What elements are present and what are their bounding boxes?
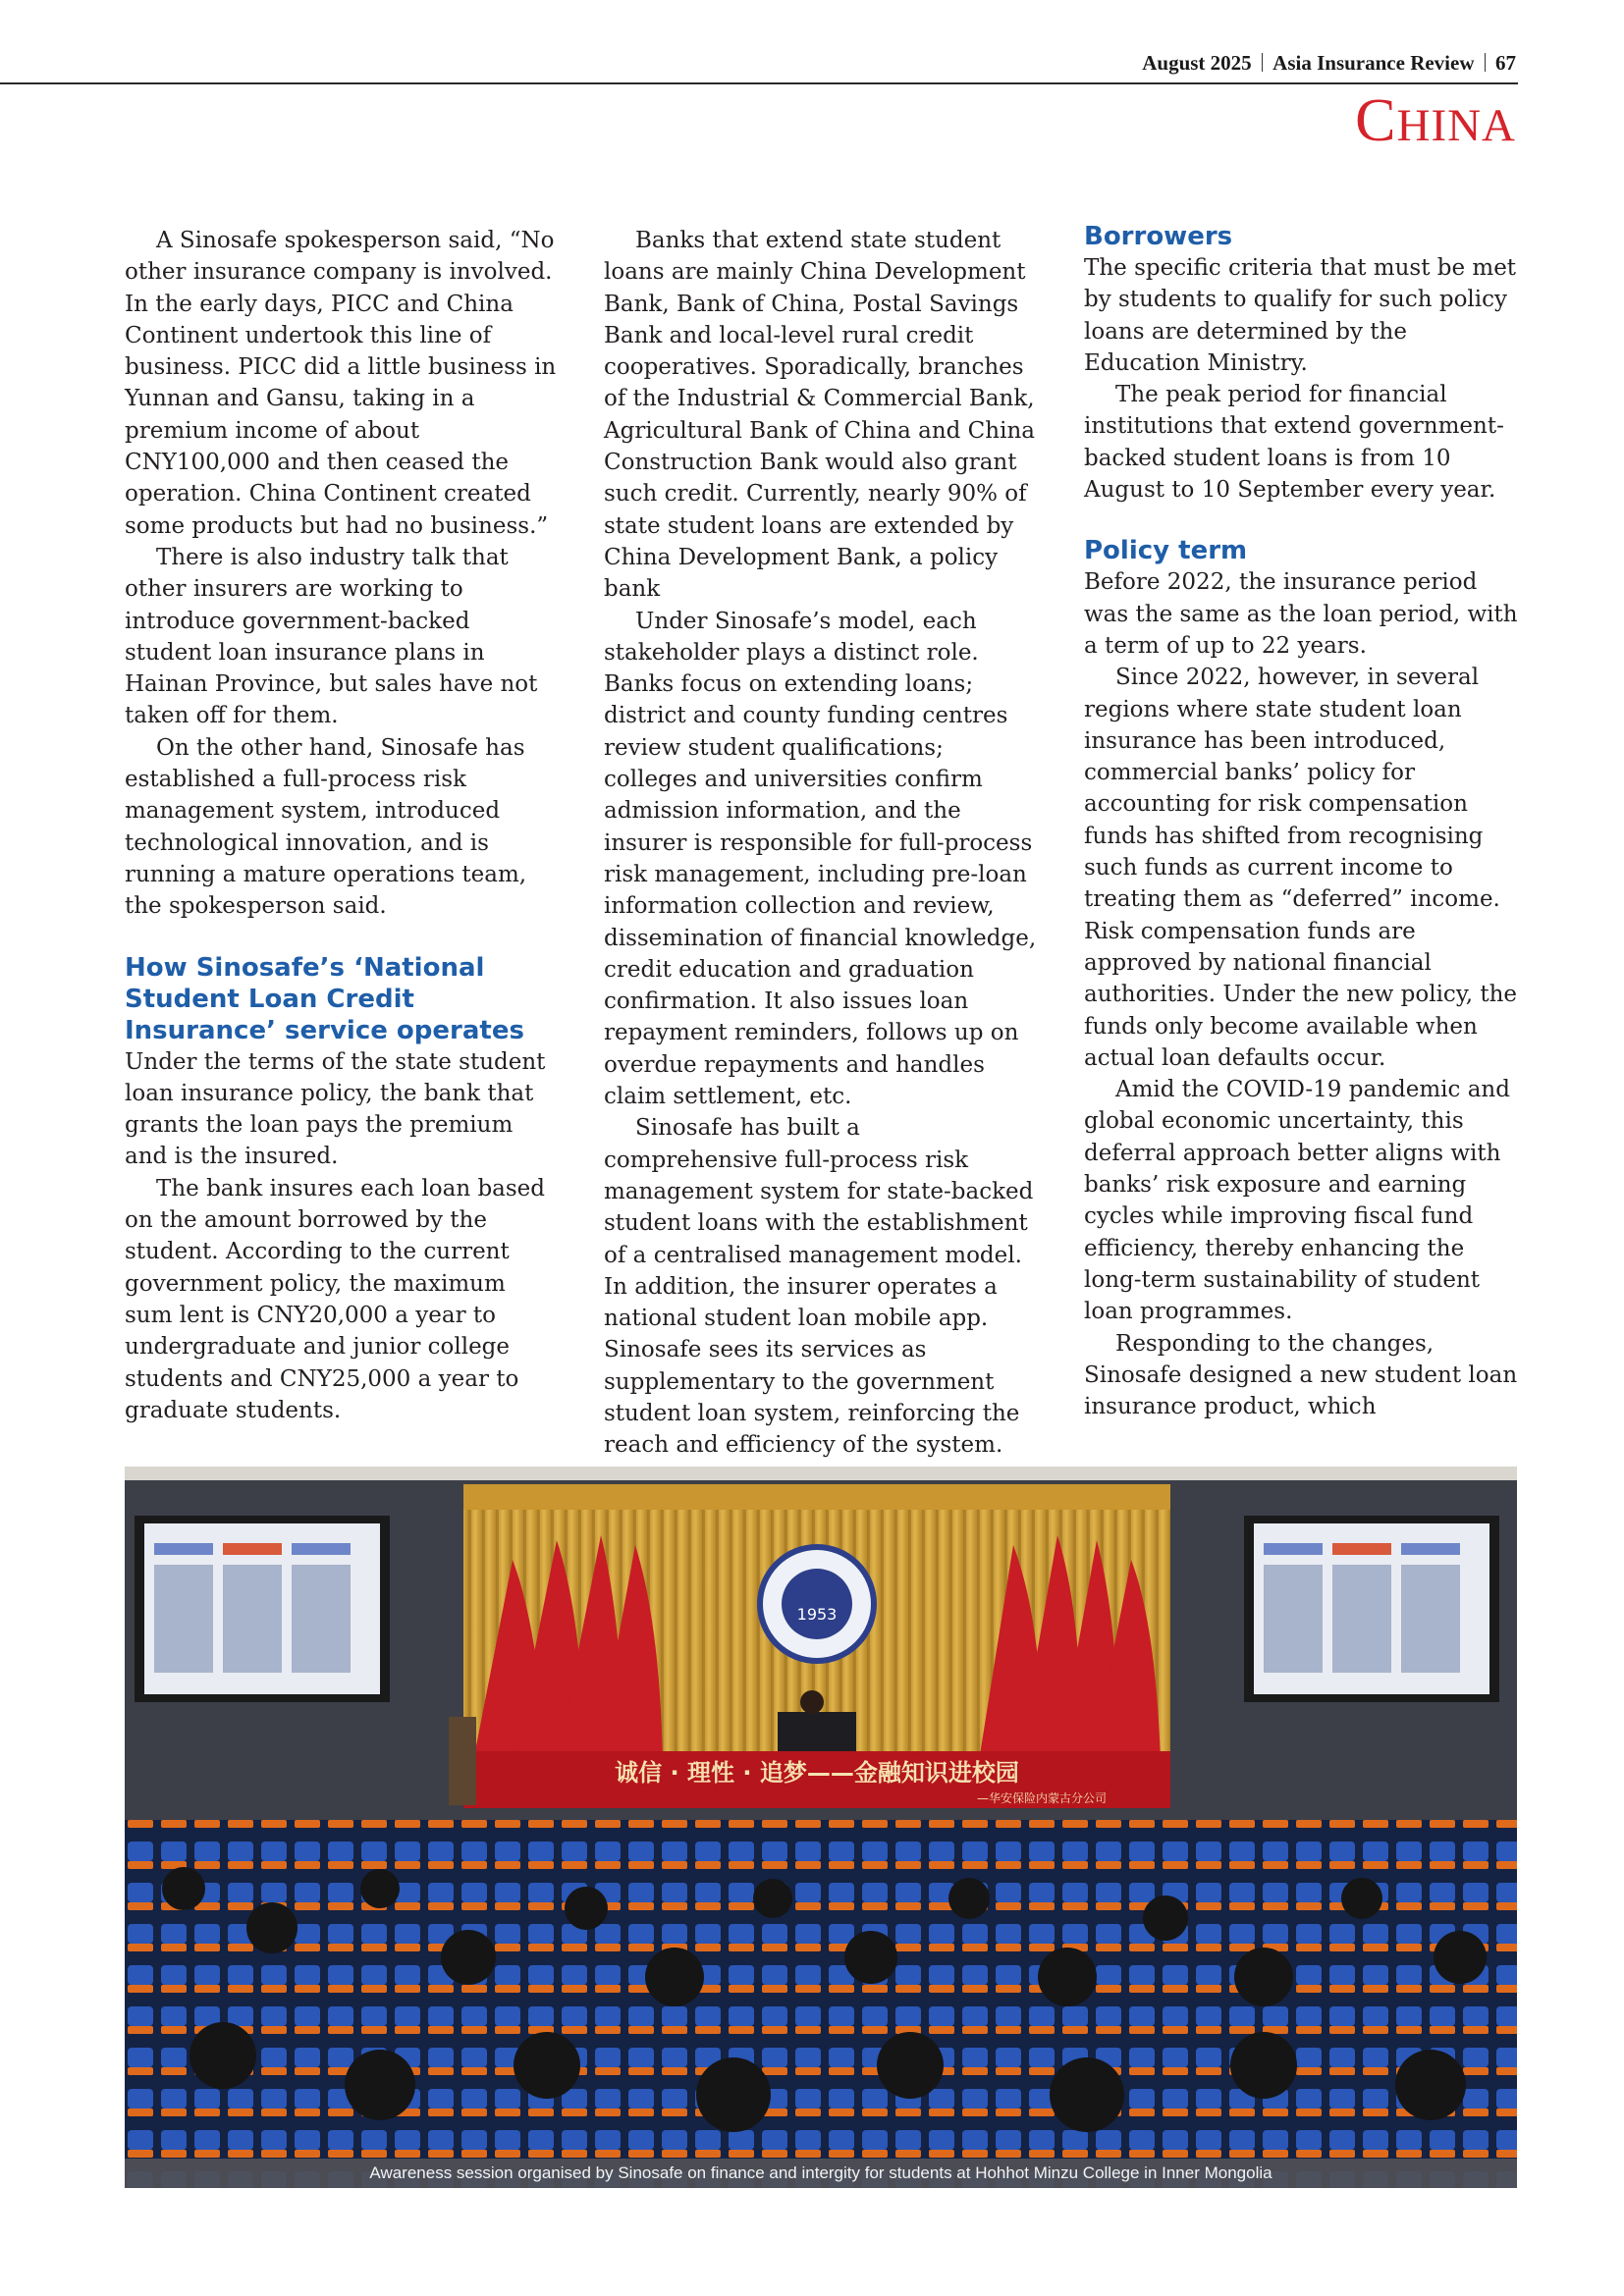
photo-caption: Awareness session organised by Sinosafe on finance and intergity for students at Hohhot Minzu College in Inner Mongolia (125, 2159, 1517, 2188)
header-separator (1485, 53, 1487, 72)
paragraph: The peak period for financial institutions that extend government-backed student loans is from 10 August to 10 September every year. (1084, 382, 1504, 504)
page-number: 67 (1495, 51, 1516, 75)
section-initial: C (1355, 87, 1397, 154)
paragraph: There is also industry talk that other insurers are working to introduce government-backed student loan insurance plans in Hainan Province, but sales have not taken off for them. (125, 544, 538, 729)
section-heading: Policy term (1084, 536, 1248, 566)
stage-banner-subtext: —华安保险内蒙古分公司 (976, 1791, 1107, 1805)
running-header (1142, 51, 1516, 76)
paragraph: Amid the COVID-19 pandemic and global economic uncertainty, this deferral approach better aligns with banks’ risk exposure and earning cycles while improving fiscal fund efficiency, thereby enhancing the long-term sustainability of student loan programmes. (1084, 1077, 1510, 1325)
paragraph: Before 2022, the insurance period was the same as the loan period, with a term of up to 22 years. (1084, 569, 1518, 659)
article-column-1 (125, 225, 559, 1426)
paragraph: On the other hand, Sinosafe has established a full-process risk management system, introduced technological innovation, and is running a mature operations team, the spokesperson said. (125, 734, 527, 920)
paragraph: The specific criteria that must be met by students to qualify for such policy loans are determined by the Education Ministry. (1084, 255, 1517, 376)
emblem-year: 1953 (796, 1605, 838, 1624)
paragraph: The bank insures each loan based on the amount borrowed by the student. According to the current government policy, the maximum sum lent is CNY20,000 a year to undergraduate and junior college students and CNY25,000 a year to graduate students. (125, 1175, 546, 1423)
paragraph: Banks that extend state student loans are mainly China Development Bank, Bank of China, Postal Savings Bank and local-level rural credit cooperatives. Sporadically, branches of the Industrial & Commercial Bank, Agricultural Bank of China and China Construction Bank would also grant such credit. Currently, nearly 90% of state student loans are extended by China Development Bank, a policy bank (604, 228, 1035, 603)
paragraph: A Sinosafe spokesperson said, “No other insurance company is involved. In the early days, PICC and China Continent undertook this line of business. PICC did a little business in Yunnan and Gansu, taking in a premium income of about CNY100,000 and then ceased the operation. China Continent created some products but had no business.” (125, 228, 557, 539)
article-column-2 (604, 225, 1038, 1462)
header-separator (1262, 53, 1264, 72)
paragraph: Responding to the changes, Sinosafe designed a new student loan insurance product, which (1084, 1330, 1518, 1420)
header-rule (0, 82, 1518, 84)
section-rest: HINA (1396, 100, 1516, 151)
issue-date: August 2025 (1142, 51, 1252, 75)
article-column-3 (1084, 221, 1518, 1422)
section-label (1355, 87, 1516, 154)
stage-banner-text: 诚信 · 理性 · 追梦——金融知识进校园 (615, 1759, 1019, 1787)
section-heading: How Sinosafe’s ‘National Student Loan Credit Insurance’ service operates (125, 952, 524, 1045)
publication-name: Asia Insurance Review (1272, 51, 1475, 75)
paragraph: Sinosafe has built a comprehensive full-process risk management system for state-backed student loans with the establishment of a centralised management model. In addition, the insurer operates a national student loan mobile app. Sinosafe sees its services as supplementary to the government student loan system, reinforcing the reach and efficiency of the system. (604, 1115, 1034, 1459)
paragraph: Under the terms of the state student loan insurance policy, the bank that grants the loan pays the premium and is the insured. (125, 1048, 546, 1170)
auditorium-photo (125, 1467, 1517, 2188)
paragraph: Under Sinosafe’s model, each stakeholder plays a distinct role. Banks focus on extending loans; district and county funding centres review student qualifications; colleges and universities confirm admission information, and the insurer is responsible for full-process risk management, including pre-loan information collection and review, dissemination of financial knowledge, credit education and graduation confirmation. It also issues loan repayment reminders, follows up on overdue repayments and handles claim settlement, etc. (604, 608, 1037, 1110)
section-heading: Borrowers (1084, 222, 1233, 251)
auditorium-photo-illustration (125, 1467, 1517, 2188)
paragraph: Since 2022, however, in several regions where state student loan insurance has been introduced, commercial banks’ policy for accounting for risk compensation funds has shifted from recognising such funds as current income to treating them as “deferred” income. Risk compensation funds are approved by national financial authorities. Under the new policy, the funds only become available when actual loan defaults occur. (1084, 665, 1518, 1071)
